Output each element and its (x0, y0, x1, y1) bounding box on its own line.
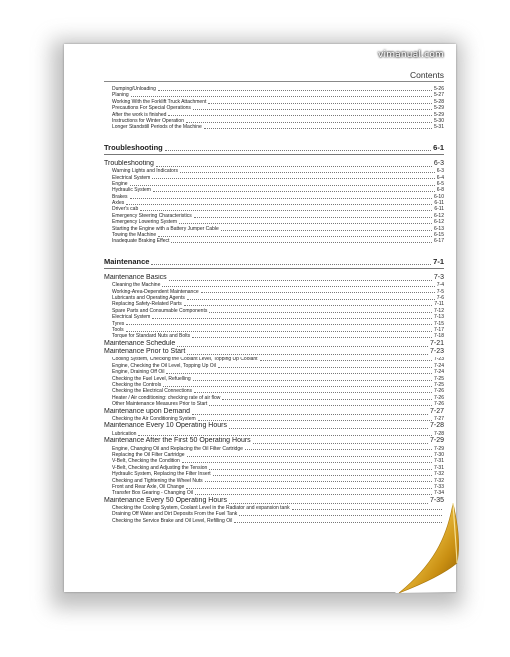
toc-entry-title: Checking the Cooling System, Coolant Level in the Radiator and expansion tank (112, 505, 290, 512)
dot-leader (218, 367, 432, 368)
dot-leader (192, 337, 432, 338)
dot-leader (208, 103, 432, 104)
toc-entry-page: 7-27 (433, 416, 444, 422)
toc-entry-title: Torque for Standard Nuts and Bolts (112, 333, 191, 340)
toc-entry-page: 7-12 (433, 307, 444, 314)
toc-section-maintenance-basics[interactable]: Maintenance Basics 7-3 (104, 273, 444, 281)
watermark: vimanual.com (377, 50, 444, 60)
toc-entry-page: 7-26 (433, 394, 444, 401)
dot-leader (140, 210, 432, 211)
toc-block-troubleshooting (104, 168, 444, 245)
dot-leader (158, 90, 432, 91)
dot-leader (163, 386, 432, 387)
toc-block-chapter5-tail (104, 86, 444, 131)
toc-entry-page: 7-33 (433, 483, 444, 490)
toc-entry-title: Working With the Forklift Truck Attachment (112, 98, 207, 105)
toc-entry-title: Hydraulic System (112, 187, 151, 194)
toc-entry-page: 7-24 (433, 369, 444, 376)
dot-leader (130, 185, 435, 186)
toc-entry-title: Front and Rear Axle, Oil Change (112, 483, 185, 490)
dot-leader (126, 331, 432, 332)
toc-entry-title: Cooling System, Checking the Coolant Level, Topping Up Coolant (112, 356, 258, 363)
toc-entry-page: 5-26 (433, 86, 444, 92)
dot-leader (171, 242, 432, 243)
toc-entry-title: Longer Standstill Periods of the Machine (112, 124, 202, 131)
toc-entry-page: 7-29 (433, 445, 444, 452)
toc-entry-page: 7-25 (433, 382, 444, 389)
dot-leader (209, 469, 432, 470)
toc-entry-title: Engine, Draining Off Oil (112, 369, 165, 376)
toc-entry-title: V-Belt, Checking and Adjusting the Tension (112, 464, 208, 471)
dot-leader (166, 373, 432, 374)
dot-leader (153, 191, 435, 192)
toc-entry-page: 7-28 (433, 430, 444, 437)
toc-entry-page: 5-29 (433, 111, 444, 118)
toc-entry-title: Checking the Controls (112, 382, 162, 389)
toc-entry-page: 7-32 (433, 471, 444, 478)
toc-entry-page: 7-18 (433, 333, 444, 340)
dot-leader (138, 435, 432, 436)
dot-leader (209, 312, 432, 313)
toc-entry-title: Warning Lights and Indicators (112, 168, 178, 175)
toc-entry-title: Tyres (112, 320, 125, 327)
toc-entry-page: 5-29 (433, 105, 444, 112)
toc-entry-title: Planing (112, 92, 129, 99)
dot-leader (222, 399, 432, 400)
toc-entry-title: Emergency Lowering System (112, 219, 178, 226)
toc-entry-title: Emergency Steering Characteristics (112, 212, 192, 219)
page-header: Contents (409, 70, 444, 80)
toc-entry-page: 7-6 (436, 294, 444, 301)
toc-entry-title: Replacing the Oil Filter Cartridge (112, 451, 185, 458)
toc-entry-page: 6-8 (436, 187, 444, 194)
toc-entry-page: 7-26 (433, 388, 444, 395)
toc-section-maintenance-schedule[interactable]: Maintenance Schedule 7-21 (104, 339, 444, 347)
toc-entry-title: Brakes (112, 193, 128, 200)
toc-entry-title: V-Belt, Checking the Condition (112, 458, 180, 465)
dot-leader (152, 178, 434, 179)
dot-leader (201, 292, 435, 293)
toc-entry-page: 7-5 (436, 288, 444, 295)
toc-entry-page: 7-23 (433, 356, 444, 363)
toc-section-first-50-hours[interactable]: Maintenance After the First 50 Operating Hours 7-29 (104, 437, 444, 445)
dot-leader (204, 128, 432, 129)
toc-entry-page: 6-12 (433, 219, 444, 226)
toc-chapter-troubleshooting[interactable]: Troubleshooting 6-1 (104, 142, 444, 152)
toc-entry-page: 6-17 (433, 238, 444, 245)
dot-leader (168, 115, 432, 116)
toc-section-troubleshooting[interactable]: Troubleshooting 6-3 (104, 159, 444, 167)
toc-entry-title: Checking the Air Conditioning System (112, 416, 196, 422)
toc-entry-title: Checking the Fuel Level, Refuelling (112, 375, 191, 382)
toc-block-first-50-hours (104, 446, 444, 497)
dot-leader (152, 318, 432, 319)
toc-entry-page: 6-13 (433, 225, 444, 232)
toc-entry-title: Checking the Service Brake and Oil Level, Refilling Oil (112, 517, 233, 524)
toc-section-upon-demand[interactable]: Maintenance upon Demand 7-27 (104, 407, 444, 415)
toc-entry-page: 7-30 (433, 451, 444, 458)
dot-leader (182, 462, 432, 463)
toc-entry-title: Driver's cab (112, 206, 139, 213)
dot-leader (221, 230, 432, 231)
toc-entry-page: 7-24 (433, 362, 444, 369)
toc-entry-title: Heater / Air conditioning: checking rate of air flow (112, 394, 221, 401)
dot-leader (187, 456, 432, 457)
toc-entry-page: 5-28 (433, 98, 444, 105)
toc-entry-title: Lubrication (112, 430, 137, 437)
dot-leader (193, 380, 432, 381)
toc-entry-title: Axles (112, 200, 125, 207)
toc-section-every-50-hours[interactable]: Maintenance Every 50 Operating Hours 7-35 (104, 496, 444, 504)
toc-entry-title: Tools (112, 326, 124, 333)
toc-entry-page: 6-3 (436, 168, 444, 175)
dot-leader (162, 286, 434, 287)
toc-entry-title: After the work is finished (112, 111, 167, 118)
toc-block-prior-to-start (104, 357, 444, 408)
toc-entry-page: 6-11 (434, 200, 444, 207)
toc-block-every-50-hours (104, 505, 444, 524)
toc-entry-page: 7-17 (433, 326, 444, 333)
toc-entry-title: Lubricants and Operating Agents (112, 294, 185, 301)
dot-leader (131, 96, 432, 97)
dot-leader (158, 236, 432, 237)
toc-section-prior-to-start[interactable]: Maintenance Prior to Start 7-23 (104, 348, 444, 356)
toc-entry-page: 6-5 (436, 180, 444, 187)
toc-entry-title: Checking and Tightening the Wheel Nuts (112, 477, 203, 484)
dot-leader (245, 449, 432, 450)
header-rule (104, 81, 444, 82)
dot-leader (209, 405, 432, 406)
toc-entry-page: 7-31 (433, 458, 444, 465)
toc-entry-page: 6-4 (436, 174, 444, 181)
toc-chapter-maintenance[interactable]: Maintenance 7-1 (104, 256, 444, 266)
toc-entry-page: 7-11 (434, 301, 444, 308)
dot-leader (186, 122, 432, 123)
toc-section-every-10-hours[interactable]: Maintenance Every 10 Operating Hours 7-28 (104, 422, 444, 430)
dot-leader (126, 324, 432, 325)
table-of-contents (104, 86, 444, 524)
toc-entry-title: Working-Area-Dependent Maintenance (112, 288, 199, 295)
toc-entry-page: 5-31 (433, 124, 444, 131)
toc-entry-title: Instructions for Winter Operation (112, 117, 184, 124)
dot-leader (260, 360, 432, 361)
toc-entry-title: Replacing Safety-Related Parts (112, 301, 182, 308)
dot-leader (205, 481, 432, 482)
dot-leader (180, 172, 435, 173)
toc-entry-page: 7-25 (433, 375, 444, 382)
toc-entry-title: Checking the Electrical Connections (112, 388, 193, 395)
dot-leader (126, 204, 432, 205)
toc-block-maintenance-basics (104, 282, 444, 340)
toc-entry-title: Engine (112, 180, 128, 187)
toc-entry-page: 7-15 (433, 320, 444, 327)
toc-entry-page: 7-13 (433, 314, 444, 321)
toc-entry-title: Inadequate Braking Effect (112, 238, 170, 245)
dot-leader (179, 223, 432, 224)
toc-entry-page: 7-31 (433, 464, 444, 471)
toc-entry-page: 6-11 (434, 206, 444, 213)
toc-entry[interactable] (104, 518, 444, 524)
toc-entry-title: Cleaning the Machine (112, 282, 161, 289)
dot-leader (184, 305, 433, 306)
dot-leader (130, 198, 432, 199)
toc-entry-page: 7-4 (436, 282, 444, 289)
toc-entry-title: Spare Parts and Consumable Components (112, 307, 208, 314)
dot-leader (193, 109, 432, 110)
dot-leader (198, 420, 432, 421)
toc-entry-title: Precautions For Special Operations (112, 105, 191, 112)
toc-entry-page: 7-34 (433, 490, 444, 497)
dot-leader (213, 475, 432, 476)
toc-entry-page: 5-27 (433, 92, 444, 99)
toc-entry-page: 6-12 (433, 212, 444, 219)
dot-leader (194, 392, 432, 393)
toc-entry-title: Transfer Box Gearing - Changing Oil (112, 490, 193, 497)
toc-entry-page: 7-26 (433, 401, 444, 408)
toc-entry-page: 6-15 (433, 232, 444, 239)
page-curl-icon (395, 503, 465, 598)
dot-leader (194, 217, 432, 218)
dot-leader (195, 494, 432, 495)
toc-entry-title: Hydraulic System, Replacing the Filter Insert (112, 471, 211, 478)
toc-entry-title: Starting the Engine with a Battery Jumper Cable (112, 225, 219, 232)
toc-entry-title: Other Maintenance Measures Prior to Start (112, 401, 208, 408)
toc-entry-title: Dumping/Unloading (112, 86, 156, 92)
toc-entry-page: 5-30 (433, 117, 444, 124)
toc-entry-page: 7-32 (433, 477, 444, 484)
dot-leader (187, 299, 435, 300)
toc-entry-page: 6-10 (433, 193, 444, 200)
toc-entry-title: Engine, Checking the Oil Level, Topping Up Oil (112, 362, 216, 369)
dot-leader (186, 488, 432, 489)
toc-entry-title: Electrical System (112, 314, 151, 321)
toc-entry-title: Draining Off Water and Dirt Deposits From the Fuel Tank (112, 511, 238, 518)
toc-entry-title: Towing the Machine (112, 232, 157, 239)
toc-entry-title: Engine, Changing Oil and Replacing the Oil Filter Cartridge (112, 445, 243, 452)
toc-entry-title: Electrical System (112, 174, 151, 181)
